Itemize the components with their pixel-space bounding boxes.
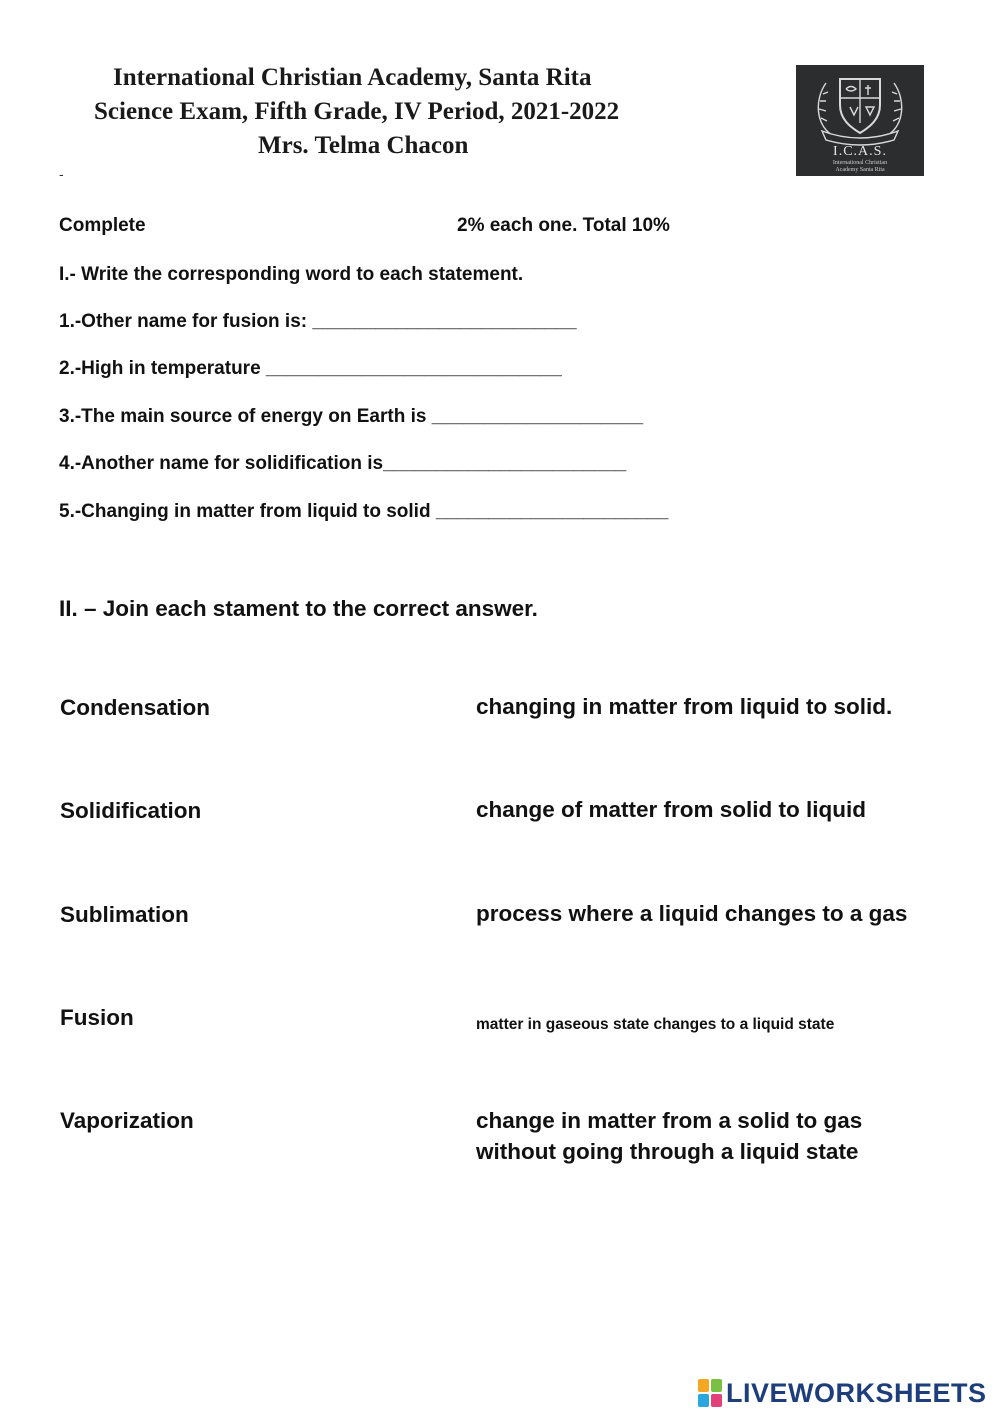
school-name: International Christian Academy, Santa Rita <box>113 64 592 91</box>
brand-mark-icon <box>698 1379 722 1407</box>
logo-initials: I.C.A.S. <box>833 144 887 159</box>
school-logo <box>796 65 924 176</box>
brand-square <box>698 1379 709 1392</box>
logo-caption-line2: Academy Santa Rita <box>835 167 885 173</box>
definition-2[interactable]: change of matter from solid to liquid <box>476 797 867 822</box>
term-sublimation[interactable]: Sublimation <box>60 902 189 927</box>
question-4: 4.-Another name for solidification is_______________________ <box>59 453 627 474</box>
header-dash: - <box>59 166 64 182</box>
question-3: 3.-The main source of energy on Earth is ____________________ <box>59 406 644 427</box>
exam-title: Science Exam, Fifth Grade, IV Period, 2021-2022 <box>94 98 620 125</box>
instruction-part1: I.- Write the corresponding word to each statement. <box>59 264 524 285</box>
term-solidification[interactable]: Solidification <box>60 798 202 823</box>
term-fusion[interactable]: Fusion <box>60 1005 134 1030</box>
term-vaporization[interactable]: Vaporization <box>60 1108 194 1133</box>
brand-square <box>698 1394 709 1407</box>
definition-3[interactable]: process where a liquid changes to a gas <box>476 901 908 926</box>
definition-5[interactable] <box>476 1105 862 1167</box>
liveworksheets-logo <box>698 1376 987 1410</box>
logo-caption-line1: International Christian <box>832 160 888 166</box>
definition-1[interactable]: changing in matter from liquid to solid. <box>476 694 893 719</box>
instruction-part2: II. – Join each stament to the correct answer. <box>59 596 538 621</box>
definition-5-line1: change in matter from a solid to gas <box>476 1108 863 1133</box>
definition-5-line2: without going through a liquid state <box>476 1139 859 1164</box>
definition-4[interactable]: matter in gaseous state changes to a liquid state <box>476 1016 835 1033</box>
question-2: 2.-High in temperature ____________________________ <box>59 358 562 379</box>
term-condensation[interactable]: Condensation <box>60 695 210 720</box>
teacher-name: Mrs. Telma Chacon <box>258 132 469 159</box>
section-label: Complete <box>59 215 146 236</box>
question-1: 1.-Other name for fusion is: _________________________ <box>59 311 577 332</box>
brand-square <box>711 1379 722 1392</box>
question-5: 5.-Changing in matter from liquid to solid ______________________ <box>59 501 669 522</box>
brand-square <box>711 1394 722 1407</box>
points-note: 2% each one. Total 10% <box>457 215 670 236</box>
brand-text: LIVEWORKSHEETS <box>726 1377 987 1408</box>
